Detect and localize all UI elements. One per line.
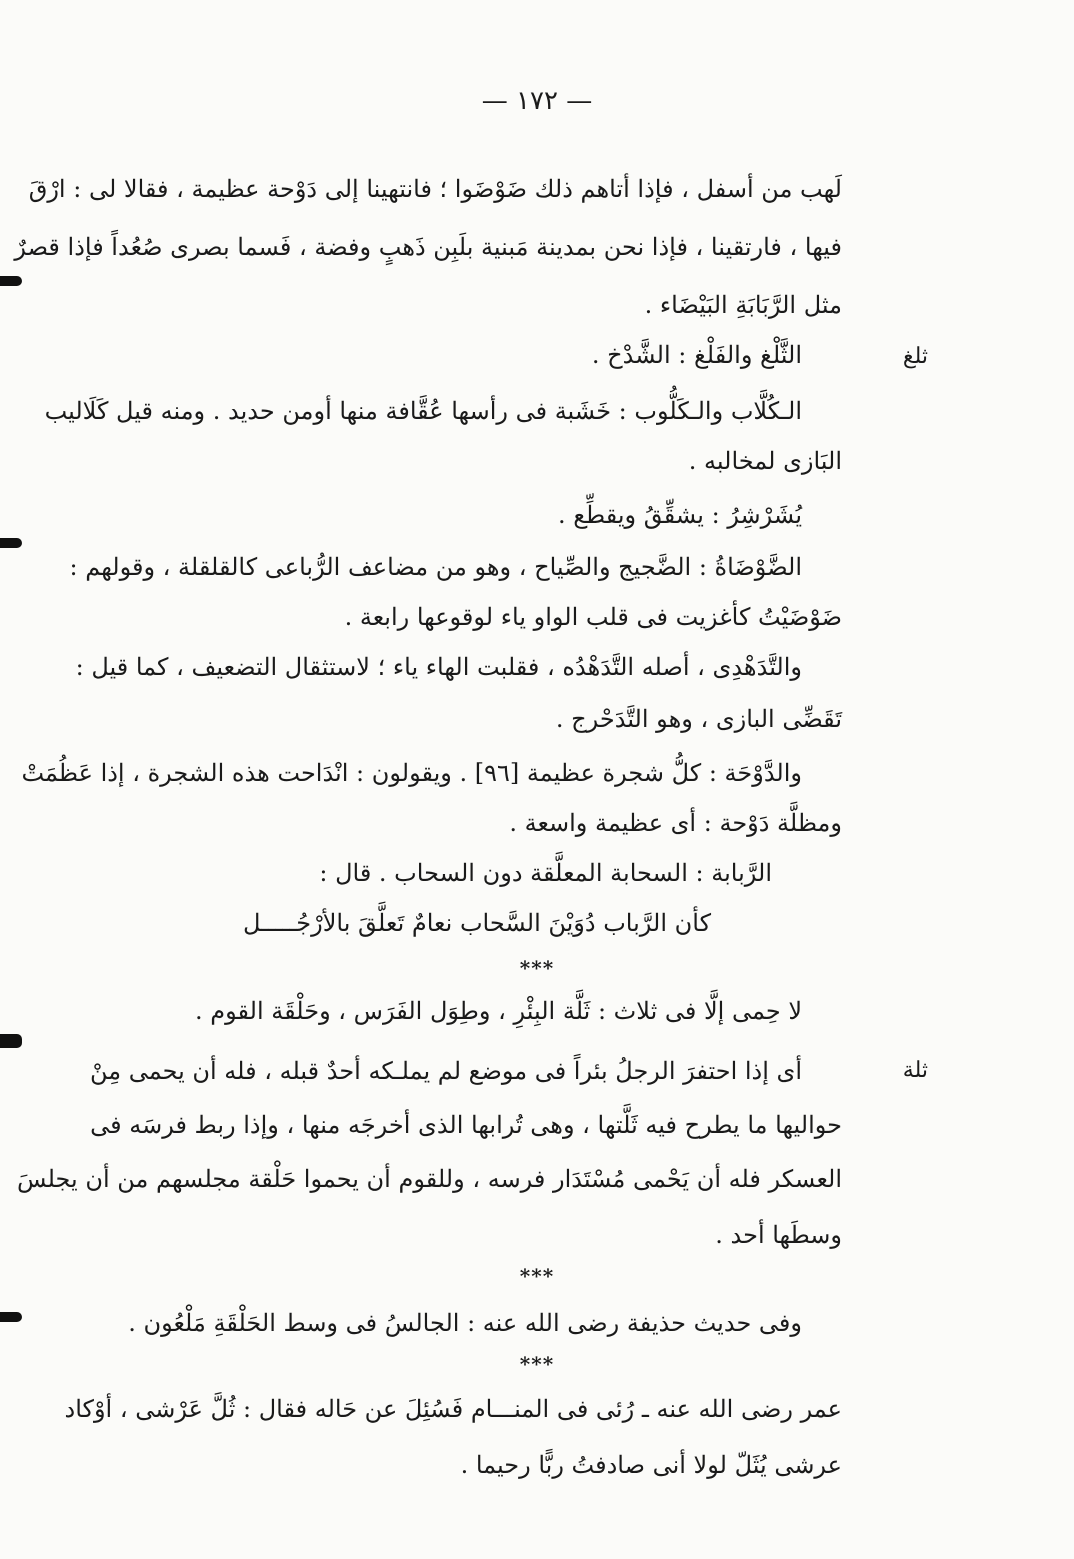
scan-edge-mark xyxy=(0,276,22,286)
text-line: لَهب من أسفل ، فإذا أتاهم ذلك ضَوْضَوا ؛ فانتهينا إلى دَوْحة عظيمة ، فقالا لى : ارْقَ xyxy=(28,175,842,203)
text-line: حواليها ما يطرح فيه ثَلَّتها ، وهى تُرابها الذى أخرجَه منها ، وإذا ربط فرسَه فى xyxy=(90,1111,842,1139)
scan-edge-mark xyxy=(0,538,22,548)
text-line: وسطَها أحد . xyxy=(715,1221,842,1249)
text-line: وفى حديث حذيفة رضى الله عنه : الجالسُ فى وسط الحَلْقَةِ مَلْعُون . xyxy=(128,1309,802,1337)
text-line: لا حِمى إلَّا فى ثلاث : ثَلَّة البِئْرِ ، وطِوَل الفَرَس ، وحَلْقَة القوم . xyxy=(195,997,802,1025)
text-line: البَازى لمخالبه . xyxy=(688,447,842,475)
margin-note-thalla: ثلة xyxy=(902,1058,928,1083)
text-line: مثل الرَّبَابَةِ البَيْضَاء . xyxy=(644,291,842,319)
text-line: والتَّدَهْدِى ، أصله التَّدَهْدُه ، فقلبت الهاء ياء ؛ لاستثقال التضعيف ، كما قيل : xyxy=(75,653,802,681)
text-line: أى إذا احتفرَ الرجلُ بئراً فى موضع لم يملـكه أحدٌ قبله ، فله أن يحمى مِنْ xyxy=(89,1057,802,1085)
text-line: عرشى يُثَلّ لولا أنى صادفتُ ربًّا رحيما . xyxy=(460,1451,842,1479)
text-line: الـكُلَّاب والـكَلُّوب : خَشَبة فى رأسها عُقَّافة منها أومن حديد . ومنه قيل كَلَاليب xyxy=(44,397,802,425)
text-line: العسكر فله أن يَحْمى مُسْتَدَار فرسه ، وللقوم أن يحموا حَلْقة مجلسهم من أن يجلسَ xyxy=(16,1165,842,1193)
text-line: الرَّبابة : السحابة المعلَّقة دون السحاب . قال : xyxy=(319,859,772,887)
section-separator: *** xyxy=(519,1264,555,1288)
text-line: الضَّوْضَاةُ : الضَّجيج والصِّياح ، وهو من مضاعف الرُّباعى كالقلقلة ، وقولهم : xyxy=(69,553,802,581)
page-number: — ١٧٢ — xyxy=(481,86,593,116)
text-line: ضَوْضَيْتُ كأغزيت فى قلب الواو ياء لوقوعها رابعة . xyxy=(344,603,842,631)
text-line: ومظلَّة دَوْحة : أى عظيمة واسعة . xyxy=(509,809,842,837)
text-line: فيها ، فارتقينا ، فإذا نحن بمدينة مَبنية بلَبِن ذَهبٍ وفضة ، فَسما بصرى صُعُداً فإذا قصرٌ xyxy=(14,233,842,261)
section-separator: *** xyxy=(519,1352,555,1376)
text-line: والدَّوْحَة : كلُّ شجرة عظيمة [٩٦] . ويقولون : انْدَاحت هذه الشجرة ، إذا عَظُمَتْ xyxy=(21,759,802,787)
verse-line: كأن الرَّباب دُوَيْنَ السَّحاب نعامٌ تَعلَّقَ بالأرْجُـــــل xyxy=(242,909,712,937)
section-separator: *** xyxy=(519,956,555,980)
text-line: تَقَضِّى البازى ، وهو التَّدَحْرج . xyxy=(555,705,842,733)
text-line: عمر رضى الله عنه ـ رُئى فى المنـــام فَسُئِلَ عن حَاله فقال : ثُلَّ عَرْشى ، أوْكاد xyxy=(64,1395,842,1423)
text-line: يُشَرْشِرُ : يشقِّقُ ويقطِّع . xyxy=(557,501,802,529)
scan-edge-mark xyxy=(0,1312,22,1322)
text-line: الثَّلْغ والفَلْغ : الشَّدْخ . xyxy=(591,341,802,369)
scan-edge-mark xyxy=(0,1034,22,1048)
margin-note-thalagh: ثلغ xyxy=(902,344,928,369)
